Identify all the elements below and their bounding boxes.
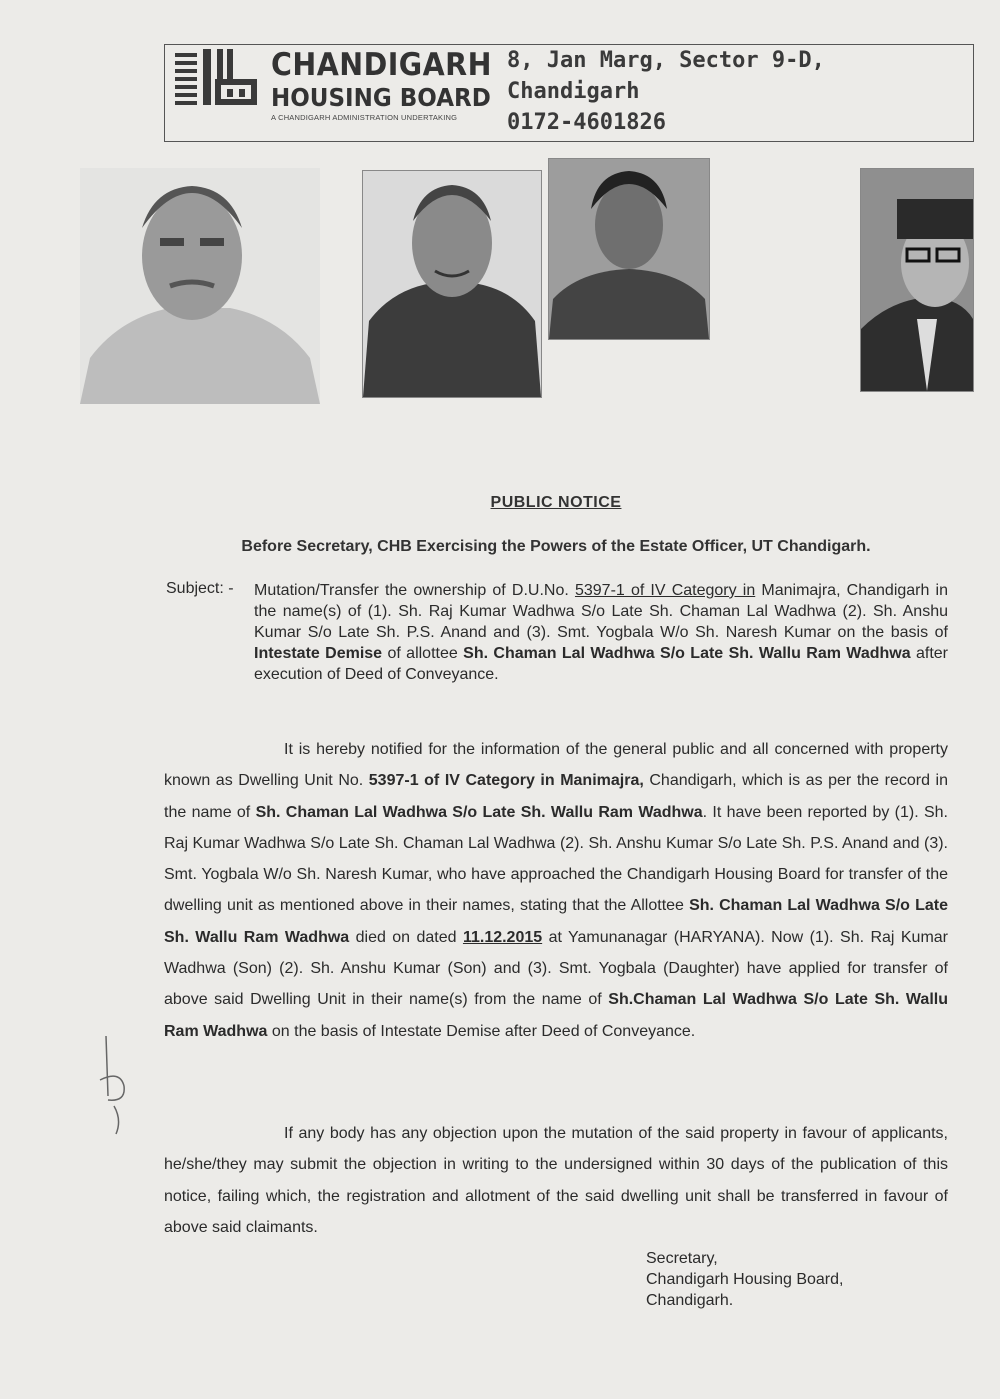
subject-part: after execution of Deed of Conveyance.: [254, 645, 948, 683]
para-allottee: Sh.Chaman Lal Wadhwa S/o Late Sh. Wallu Ram Wadhwa: [164, 991, 948, 1040]
photo-4: [860, 168, 974, 392]
subject-text: [254, 580, 948, 685]
brand-name: CHANDIGARH: [271, 47, 492, 83]
paragraph-2: [164, 1118, 948, 1243]
subject-part: of allottee: [387, 645, 458, 662]
photo-3: [548, 158, 710, 340]
brand-subname: HOUSING BOARD: [271, 83, 491, 112]
signatory-city: Chandigarh.: [646, 1292, 734, 1309]
subject-label: Subject: -: [166, 580, 234, 597]
portrait-woman-icon: [549, 159, 709, 339]
para-text: It is hereby notified for the information of the general public and all concerned with property known as Dwelling Unit No.: [164, 741, 948, 790]
signature-block: [646, 1248, 843, 1311]
para-text: on the basis of Intestate Demise after Deed of Conveyance.: [271, 1022, 696, 1040]
paragraph-1: [164, 734, 948, 1047]
subject-basis: Intestate Demise: [254, 645, 383, 662]
para-text: If any body has any objection upon the mutation of the said property in favour of applicants, he/she/they may submit the objection in writing to the undersigned within 30 days of the publication of this notice, failing which, the registration and allotment of the said dwelling unit shall be transferred in favour of above said claimants.: [164, 1125, 948, 1236]
letterhead: [164, 44, 974, 142]
portrait-man-3-icon: [861, 169, 973, 391]
portrait-man-1-icon: [80, 168, 320, 404]
handwritten-mark-icon: [96, 1036, 136, 1136]
photo-1: [80, 168, 320, 404]
para-text: . It have been reported by (1). Sh. Raj Kumar Wadhwa S/o Late Sh. Chaman Lal Wadhwa (2). Sh. Anshu Kumar S/o Late Sh. P.S. Anand and (3). Smt. Yogbala W/o Sh. Naresh Kumar, who have approached the Chandigarh Housing Board for transfer of the dwelling unit as mentioned above in their names, stating that the Allottee: [164, 803, 948, 915]
photo-2: [362, 170, 542, 398]
subject-part: Mutation/Transfer the ownership of D.U.No.: [254, 582, 569, 599]
brand-tagline: A CHANDIGARH ADMINISTRATION UNDERTAKING: [271, 113, 458, 122]
address-line-1: 8, Jan Marg, Sector 9-D,: [507, 48, 825, 73]
notice-title: PUBLIC NOTICE: [490, 494, 622, 511]
para-text: Chandigarh, which is as per the record in the name of: [164, 772, 948, 821]
phone-number: 0172-4601826: [507, 110, 666, 135]
para-text: at Yamunanagar (HARYANA). Now (1). Sh. Raj Kumar Wadhwa (Son) (2). Sh. Anshu Kumar (Son) and (3). Smt. Yogbala (Daughter) have applied for transfer of above said Dwelling Unit in their name(s) from the name of: [164, 928, 948, 1009]
signatory-org: Chandigarh Housing Board,: [646, 1271, 844, 1288]
address-line-2: Chandigarh: [507, 79, 640, 104]
death-date: 11.12.2015: [462, 928, 543, 946]
notice-authority: Before Secretary, CHB Exercising the Powers of the Estate Officer, UT Chandigarh.: [241, 538, 871, 555]
chb-logo-icon: [175, 49, 259, 107]
subject-allottee: Sh. Chaman Lal Wadhwa S/o Late Sh. Wallu Ram Wadhwa: [463, 645, 911, 662]
subject-part: Manimajra, Chandigarh in the name(s) of (1). Sh. Raj Kumar Wadhwa S/o Late Sh. Chaman Lal Wadhwa (2). Sh. Anshu Kumar S/o Late Sh. P.S. Anand and (3). Smt. Yogbala W/o Sh. Naresh Kumar on the basis of: [254, 582, 949, 641]
para-allottee: Sh. Chaman Lal Wadhwa S/o Late Sh. Wallu Ram Wadhwa: [255, 803, 703, 821]
para-allottee: Sh. Chaman Lal Wadhwa S/o Late Sh. Wallu Ram Wadhwa: [164, 897, 948, 946]
para-unit: 5397-1 of IV Category in Manimajra,: [368, 772, 644, 790]
portrait-man-2-icon: [363, 171, 541, 397]
subject-unit-no: 5397-1 of IV Category in: [574, 582, 756, 599]
signatory-title: Secretary,: [646, 1250, 718, 1267]
address-block: [507, 45, 825, 138]
para-text: died on dated: [355, 928, 457, 946]
